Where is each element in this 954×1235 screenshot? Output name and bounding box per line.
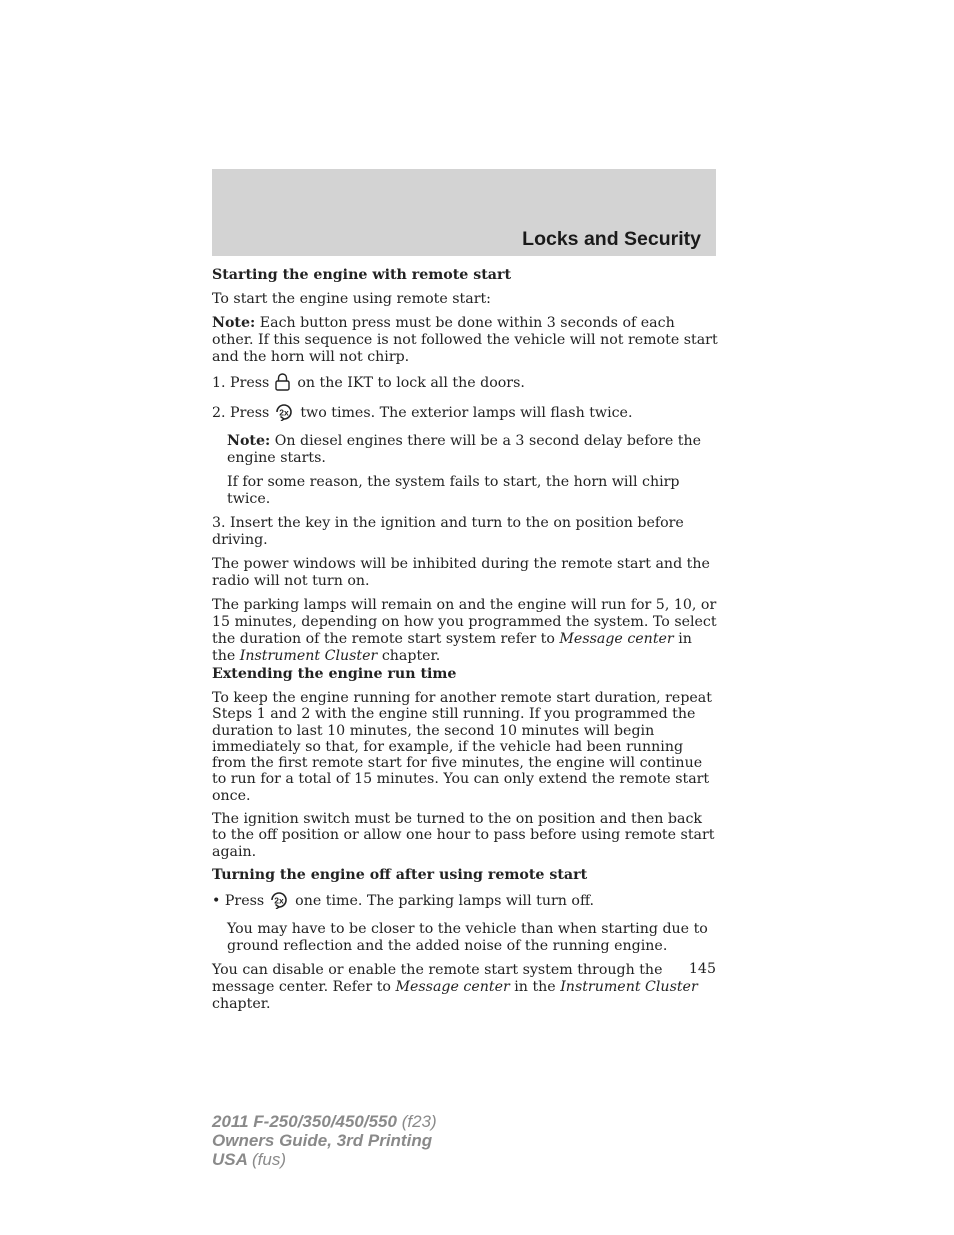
remote-start-2x-icon [274, 403, 294, 426]
step-1 [212, 373, 718, 396]
chapter-title: Locks and Security [522, 228, 701, 250]
reference-message-center: Message center [559, 631, 674, 647]
paragraph-parking [212, 597, 718, 665]
paragraph-ignition: The ignition switch must be turned to the on position and then back to the off position or allow one hour to pass before using remote start again. [212, 811, 715, 860]
note-label: Note: [227, 433, 271, 449]
section-heading-remote-start: Starting the engine with remote start [212, 267, 512, 283]
footer-line-edition: Owners Guide, 3rd Printing [212, 1131, 433, 1150]
step-2-text: two times. The exterior lamps will flash twice. [300, 405, 633, 421]
note-text: Each button press must be done within 3 seconds of each other. If this sequence is not followed the vehicle will not remote start and the horn will not chirp. [212, 315, 718, 365]
note-diesel [212, 433, 718, 467]
remote-start-2x-icon [269, 891, 289, 914]
document-footer [212, 1112, 437, 1169]
bullet-prefix: • Press [212, 892, 265, 909]
bullet-text: one time. The parking lamps will turn off. [295, 892, 595, 909]
section-heading-turning-off: Turning the engine off after using remote start [212, 866, 588, 883]
footer-model: 2011 F-250/350/450/550 [212, 1112, 397, 1131]
page-content [212, 267, 718, 1020]
text-run: The parking lamps will remain on and the engine will run for 5, 10, or 15 minutes, depending on how you programmed the system. To select the duration of the remote start system refer to [212, 597, 717, 647]
note-timing [212, 315, 718, 366]
footer-line-model [212, 1112, 437, 1131]
note-label: Note: [212, 315, 256, 331]
paragraph-closer: You may have to be closer to the vehicle than when starting due to ground reflection and the added noise of the running engine. [227, 920, 708, 954]
paragraph-extend: To keep the engine running for another remote start duration, repeat Steps 1 and 2 with the engine still running. If you programmed the duration to last 10 minutes, the second 10 minutes will begin immediately so that, for example, if the vehicle had been running from the first remote start for five minutes, the engine will continue to run for a total of 15 minutes. You can only extend the remote start once. [212, 690, 712, 804]
svg-text:2x: 2x [274, 895, 284, 906]
reference-instrument-cluster: Instrument Cluster [560, 978, 698, 995]
step-1-text: on the IKT to lock all the doors. [297, 375, 525, 391]
paragraph-windows: The power windows will be inhibited during the remote start and the radio will not turn on. [212, 556, 710, 589]
footer-model-code: (f23) [401, 1112, 437, 1131]
reference-message-center: Message center [395, 978, 510, 995]
page-number: 145 [688, 961, 716, 977]
step-2-prefix: 2. Press [212, 405, 270, 421]
svg-text:2x: 2x [279, 407, 290, 418]
footer-market: USA [212, 1150, 248, 1169]
step-2 [212, 403, 718, 426]
step-1-prefix: 1. Press [212, 375, 270, 391]
text-run: in the [514, 978, 556, 995]
text-run: You can disable or enable the remote start system through the message center. Refer to [212, 961, 663, 995]
paragraph-disable [212, 962, 718, 1013]
text-run: chapter. [212, 995, 271, 1012]
paragraph-fail: If for some reason, the system fails to start, the horn will chirp twice. [227, 474, 680, 507]
lock-icon [274, 373, 291, 396]
bullet-press [212, 891, 718, 914]
footer-line-market [212, 1150, 437, 1169]
footer-market-code: (fus) [252, 1150, 286, 1169]
chapter-header-band [212, 169, 716, 256]
reference-instrument-cluster: Instrument Cluster [239, 648, 378, 664]
intro-paragraph: To start the engine using remote start: [212, 291, 491, 307]
text-run: chapter. [381, 648, 441, 664]
note-text: On diesel engines there will be a 3 second delay before the engine starts. [227, 433, 702, 466]
step-3: 3. Insert the key in the ignition and turn to the on position before driving. [212, 515, 684, 548]
text-run: in the [212, 631, 692, 664]
section-heading-extending: Extending the engine run time [212, 666, 457, 682]
